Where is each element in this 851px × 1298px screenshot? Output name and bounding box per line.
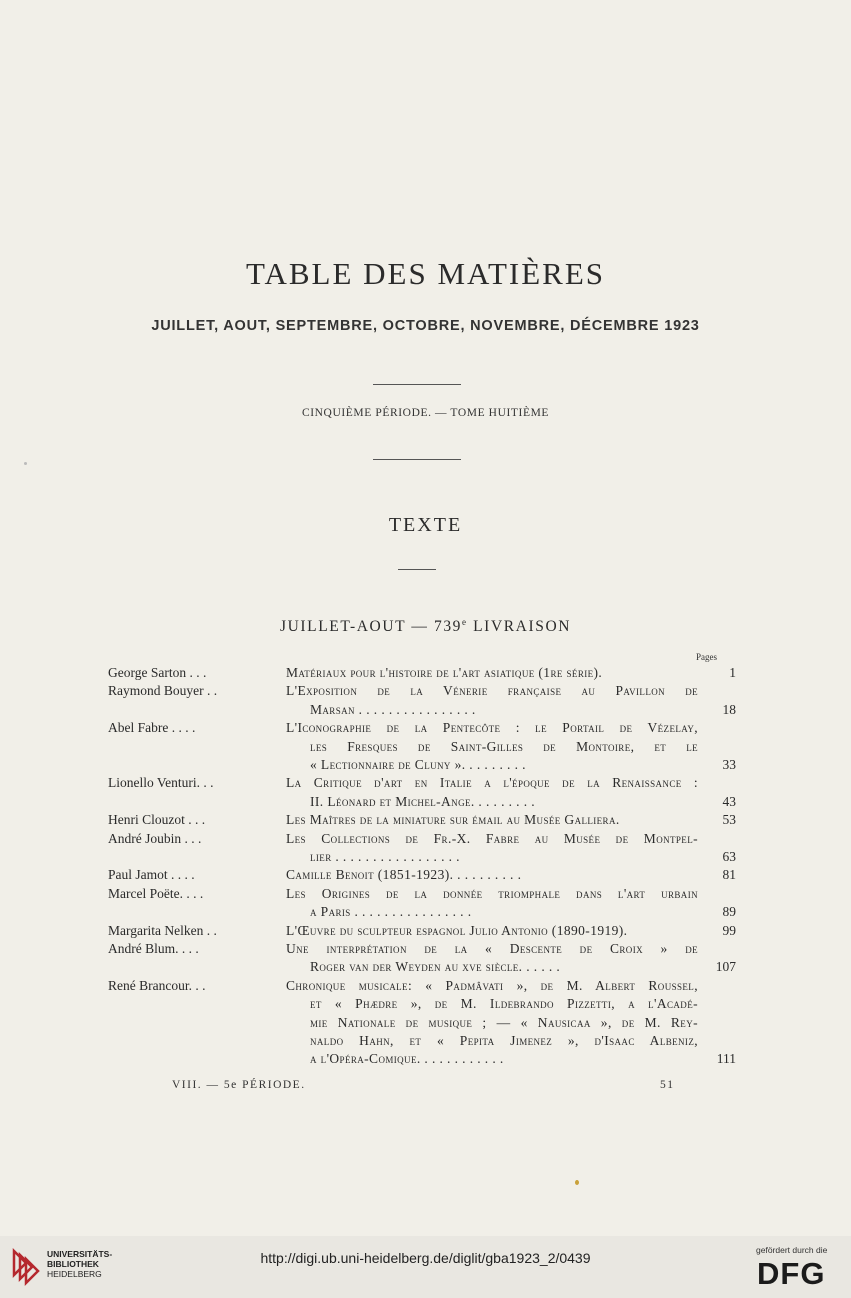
funder-caption: gefördert durch die <box>756 1245 828 1255</box>
toc-author: André Joubin . . . <box>108 830 202 846</box>
toc-entry-title: Camille Benoit (1851-1923). . . . . . . . . . <box>286 867 522 883</box>
toc-author: George Sarton . . . <box>108 665 207 680</box>
toc-author: René Brancour. . . <box>108 977 206 993</box>
section-heading: TEXTE <box>388 514 463 536</box>
toc-author: Henri Clouzot . . . <box>108 812 206 828</box>
divider-rule <box>398 569 436 570</box>
toc-entry-title: les Fresques de Saint-Gilles de Montoire, et le <box>310 738 698 754</box>
pages-column-label: Pages <box>696 652 717 662</box>
toc-entry-title: a l'Opéra-Comique. . . . . . . . . . . . <box>310 1051 504 1067</box>
toc-entry-title: et « Phædre », de M. Ildebrando Pizzetti, a l'Acadé- <box>310 996 698 1012</box>
toc-entry-title: Marsan . . . . . . . . . . . . . . . . <box>310 701 476 717</box>
toc-entry-title: Une interprétation de la « Descente de Croix » de <box>286 941 698 956</box>
livraison-heading: JUILLET-AOUT — 739e LIVRAISON <box>279 617 572 636</box>
toc-entry-title: naldo Hahn, et « Pepita Jimenez », d'Isaac Albeniz, <box>310 1033 698 1048</box>
toc-page-number: 53 <box>722 812 736 828</box>
toc-page-number: 99 <box>722 922 736 938</box>
period-line: CINQUIÈME PÉRIODE. — TOME HUITIÈME <box>301 407 550 419</box>
toc-page-number: 33 <box>722 757 736 772</box>
footer-signature: VIII. — 5e PÉRIODE. <box>172 1079 306 1091</box>
toc-entry-title: Les Maîtres de la miniature sur émail au Musée Galliera. <box>286 812 620 828</box>
toc-author: Lionello Venturi. . . <box>108 775 214 791</box>
paper-speck <box>575 1180 579 1185</box>
toc-entry-title: Les Origines de la donnée triomphale dans l'art urbain <box>286 885 698 901</box>
permalink-url[interactable]: http://digi.ub.uni-heidelberg.de/diglit/gba1923_2/0439 <box>260 1250 591 1266</box>
toc-entry-title: Chronique musicale: « Padmâvati », de M. Albert Roussel, <box>286 977 698 993</box>
toc-entry-title: L'Œuvre du sculpteur espagnol Julio Antonio (1890-1919). <box>286 922 628 938</box>
toc-author: André Blum. . . . <box>108 941 199 956</box>
toc-entry-title: II. Léonard et Michel-Ange. . . . . . . . . <box>310 793 536 809</box>
toc-page-number: 89 <box>722 904 736 920</box>
toc-entry-title: Les Collections de Fr.-X. Fabre au Musée de Montpel- <box>286 830 698 846</box>
toc-entry-title: L'Iconographie de la Pentecôte : le Portail de Vézelay, <box>286 720 698 736</box>
divider-rule <box>373 459 461 460</box>
page-title: TABLE DES MATIÈRES <box>245 256 606 291</box>
toc-page-number: 107 <box>715 959 736 975</box>
toc-page-number: 1 <box>729 665 736 680</box>
toc-author: Paul Jamot . . . . <box>108 867 195 883</box>
toc-entry-title: La Critique d'art en Italie a l'époque de la Renaissance : <box>286 775 698 791</box>
toc-page-number: 18 <box>722 701 736 717</box>
university-library-name: UNIVERSITÄTS- BIBLIOTHEK HEIDELBERG <box>47 1249 113 1279</box>
viewer-footer-bar <box>0 1236 851 1298</box>
page-subtitle: JUILLET, AOUT, SEPTEMBRE, OCTOBRE, NOVEMBRE, DÉCEMBRE 1923 <box>151 318 700 334</box>
toc-page-number: 81 <box>722 867 736 883</box>
toc-page-number: 43 <box>722 793 736 809</box>
toc-entry-title: a Paris . . . . . . . . . . . . . . . . <box>310 904 472 920</box>
toc-author: Margarita Nelken . . <box>108 922 217 938</box>
dfg-logo: DFG <box>757 1256 826 1291</box>
paper-speck <box>24 462 27 465</box>
toc-entry-title: L'Exposition de la Vénerie française au Pavillon de <box>286 683 698 699</box>
toc-author: Raymond Bouyer . . <box>108 683 218 699</box>
footer-sheet-number: 51 <box>660 1079 675 1091</box>
toc-entry-title: mie Nationale de musique ; — « Nausicaa », de M. Rey- <box>310 1014 698 1030</box>
toc-page-number: 63 <box>722 849 736 864</box>
toc-author: Abel Fabre . . . . <box>108 720 196 736</box>
toc-entry-title: Matériaux pour l'histoire de l'art asiatique (1re série). <box>286 665 603 680</box>
toc-author: Marcel Poëte. . . . <box>108 885 204 901</box>
toc-entry-title: lier . . . . . . . . . . . . . . . . . <box>310 849 460 864</box>
toc-page-number: 111 <box>716 1051 736 1067</box>
divider-rule <box>373 384 461 385</box>
toc-entry-title: Roger van der Weyden au xve siècle. . . . . . <box>310 959 561 975</box>
toc-entry-title: « Lectionnaire de Cluny ». . . . . . . . . <box>310 757 526 772</box>
